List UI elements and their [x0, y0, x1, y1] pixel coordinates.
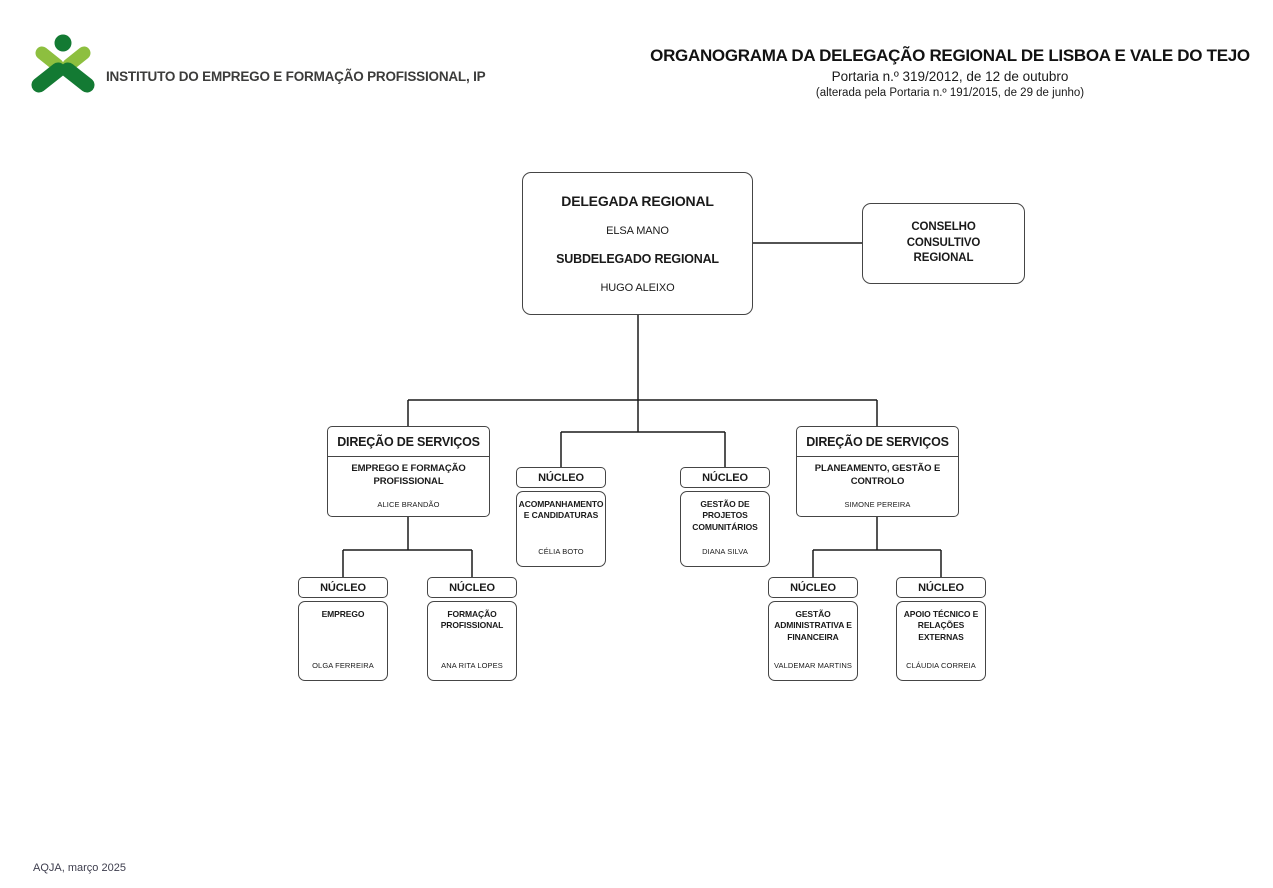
page-subtitle-amendment: (alterada pela Portaria n.º 191/2015, de 29 de junho): [815, 87, 1085, 99]
nucleo-name: CÉLIA BOTO: [538, 547, 584, 556]
org-box-nucleo-gestao-administrativa: [768, 601, 858, 681]
nucleo-unit: FORMAÇÃO PROFISSIONAL: [440, 609, 504, 631]
org-box-nucleo-formacao: [427, 601, 517, 681]
org-box-nucleo-emprego: [298, 601, 388, 681]
root-name2: HUGO ALEIXO: [600, 282, 675, 295]
footer-note: AQJA, março 2025: [33, 862, 126, 874]
nucleo-header-acompanhamento: NÚCLEO: [516, 467, 606, 488]
page-subtitle: Portaria n.º 319/2012, de 12 de outubro: [831, 69, 1069, 84]
advisory-title: CONSELHO CONSULTIVO REGIONAL: [906, 221, 981, 265]
nucleo-unit: EMPREGO: [321, 609, 365, 619]
direcao-left-unit: EMPREGO E FORMAÇÃO PROFISSIONAL: [351, 463, 466, 488]
org-box-delegada-regional: [522, 172, 753, 315]
direcao-left-header: DIREÇÃO DE SERVIÇOS: [328, 427, 489, 457]
org-box-direcao-planeamento-gestao: [796, 426, 959, 517]
nucleo-unit: ACOMPANHAMENTO E CANDIDATURAS: [518, 499, 604, 521]
direcao-right-unit: PLANEAMENTO, GESTÃO E CONTROLO: [814, 463, 941, 488]
root-title2: SUBDELEGADO REGIONAL: [556, 252, 719, 267]
org-box-nucleo-projetos-comunitarios: [680, 491, 770, 567]
nucleo-header-formacao: NÚCLEO: [427, 577, 517, 598]
nucleo-name: DIANA SILVA: [702, 547, 748, 556]
nucleo-header-emprego: NÚCLEO: [298, 577, 388, 598]
nucleo-header-apoio-tecnico: NÚCLEO: [896, 577, 986, 598]
org-box-conselho-consultivo: [862, 203, 1025, 284]
nucleo-unit: GESTÃO ADMINISTRATIVA E FINANCEIRA: [774, 609, 852, 642]
org-box-nucleo-acompanhamento: [516, 491, 606, 567]
page-title: ORGANOGRAMA DA DELEGAÇÃO REGIONAL DE LISBOA E VALE DO TEJO: [650, 46, 1250, 65]
root-title: DELEGADA REGIONAL: [561, 192, 714, 209]
nucleo-header-projetos-comunitarios: NÚCLEO: [680, 467, 770, 488]
nucleo-name: OLGA FERREIRA: [312, 661, 374, 670]
direcao-left-name: ALICE BRANDÃO: [377, 500, 440, 509]
nucleo-name: ANA RITA LOPES: [441, 661, 503, 670]
nucleo-unit: GESTÃO DE PROJETOS COMUNITÁRIOS: [692, 499, 758, 532]
nucleo-name: VALDEMAR MARTINS: [773, 661, 852, 670]
nucleo-unit: APOIO TÉCNICO E RELAÇÕES EXTERNAS: [903, 609, 979, 642]
nucleo-header-gestao-administrativa: NÚCLEO: [768, 577, 858, 598]
institution-name: INSTITUTO DO EMPREGO E FORMAÇÃO PROFISSIONAL, IP: [106, 68, 486, 84]
org-box-nucleo-apoio-tecnico: [896, 601, 986, 681]
direcao-right-name: SIMONE PEREIRA: [844, 500, 911, 509]
root-name: ELSA MANO: [606, 224, 669, 237]
org-box-direcao-emprego-formacao: [327, 426, 490, 517]
nucleo-name: CLÁUDIA CORREIA: [906, 661, 976, 670]
direcao-right-header: DIREÇÃO DE SERVIÇOS: [797, 427, 958, 457]
